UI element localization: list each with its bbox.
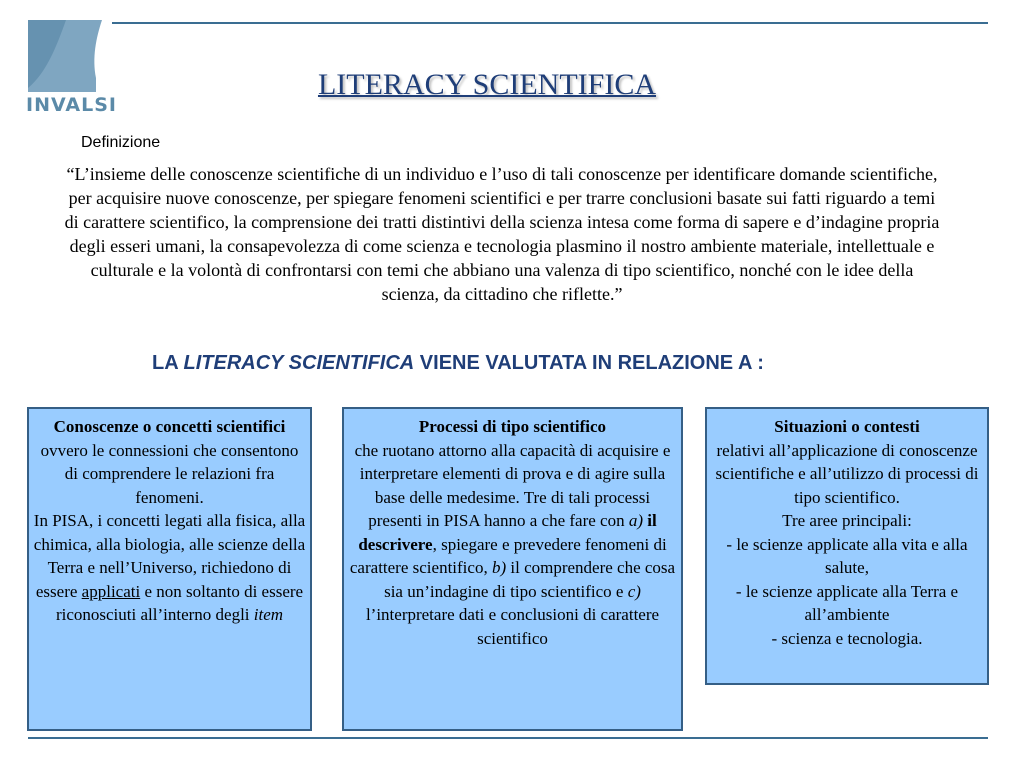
box-processi-c-label: c) [627, 581, 641, 601]
box-processi-b-label: b) [491, 558, 507, 577]
section-label: Definizione [81, 134, 161, 151]
box-situazioni-line3: - le scienze applicate alla vita e alla salute, [726, 534, 968, 577]
box-situazioni-line4: - le scienze applicate alla Terra e all’ambiente [735, 581, 959, 624]
box-conoscenze [27, 407, 312, 731]
box-situazioni [705, 407, 989, 685]
box-situazioni-heading: Situazioni o contesti [774, 417, 920, 436]
box-conoscenze-text3: e non soltanto di essere riconosciuti all’interno degli [55, 581, 304, 624]
box-situazioni-line5: - scienza e tecnologia. [771, 628, 923, 648]
box-conoscenze-item: item [253, 605, 284, 624]
box-situazioni-line1: relativi all’applicazione di conoscenze scientifiche e all’utilizzo di processi di tipo scientifico. [715, 440, 979, 507]
box-situazioni-line2: Tre aree principali: [782, 511, 912, 530]
page-title: LITERACY SCIENTIFICA [317, 68, 657, 101]
evaluation-heading [152, 352, 764, 375]
box-processi-text4: l’interpretare dati e conclusioni di carattere scientifico [365, 605, 660, 648]
bottom-rule [28, 737, 988, 739]
box-conoscenze-heading: Conoscenze o concetti scientifici [53, 417, 286, 436]
box-conoscenze-underlined: applicati [81, 581, 141, 601]
box-processi [342, 407, 683, 731]
heading-emphasis: LITERACY SCIENTIFICA [183, 352, 415, 374]
heading-prefix: LA [152, 352, 184, 374]
top-rule [112, 22, 988, 24]
box-processi-a-label: a) [628, 511, 644, 530]
box-processi-a-bold: il descrivere [358, 511, 657, 554]
box-processi-heading: Processi di tipo scientifico [418, 417, 607, 436]
box-processi-text2: , spiegare e prevedere fenomeni di carattere scientifico, [349, 534, 667, 577]
box-processi-text3: il comprendere che cosa sia un’indagine di tipo scientifico e [384, 558, 676, 601]
box-conoscenze-text2: In PISA, i concetti legati alla fisica, alla chimica, alla biologia, alle scienze della Terra e nell’Universo, richiedono di essere [33, 511, 306, 601]
heading-suffix: VIENE VALUTATA IN RELAZIONE A : [414, 352, 764, 374]
box-processi-text1: che ruotano attorno alla capacità di acquisire e interpretare elementi di prova e di agire sulla base delle medesime. Tre di tali processi presenti in PISA hanno a che fare con [354, 440, 671, 530]
logo-text: INVALSI [26, 94, 117, 116]
definition-text: “L’insieme delle conoscenze scientifiche di un individuo e l’uso di tali conoscenze per identificare domande scientifiche, per acquisire nuove conoscenze, per spiegare fenomeni scientifici e per trarre conclusioni basate sui fatti riguardo a temi di carattere scientifico, la comprensione dei tratti distintivi della scienza intesa come forma di sapere e d’indagine propria degli esseri umani, la consapevolezza di come scienza e tecnologia plasmino il nostro ambiente materiale, intellettuale e culturale e la volontà di confrontarsi con temi che abbiano una valenza di tipo scientifico, nonché con le idee della scienza, da cittadino che riflette.” [64, 164, 940, 304]
box-conoscenze-text1: ovvero le connessioni che consentono di comprendere le relazioni fra fenomeni. [40, 440, 299, 507]
